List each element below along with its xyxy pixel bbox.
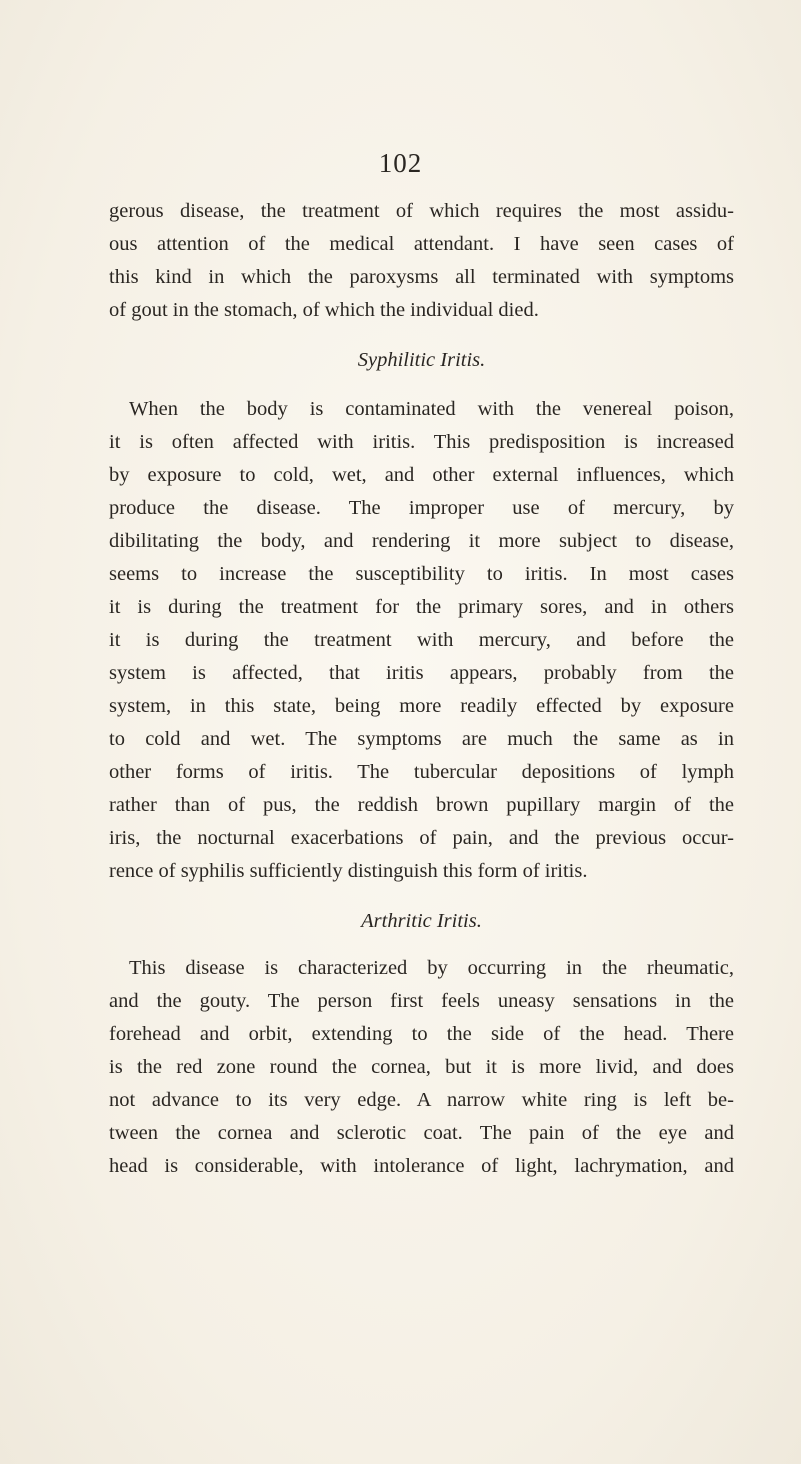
- text-line: is the red zone round the cornea, but it is more livid, and does: [109, 1056, 734, 1078]
- text-line: tween the cornea and sclerotic coat. The pain of the eye and: [109, 1122, 734, 1144]
- text-line: produce the disease. The improper use of mercury, by: [109, 497, 734, 519]
- text-line: dibilitating the body, and rendering it more subject to disease,: [109, 530, 734, 552]
- text-line: This disease is characterized by occurring in the rheumatic,: [129, 957, 734, 979]
- body-text: [109, 195, 734, 1183]
- text-line: this kind in which the paroxysms all terminated with symptoms: [109, 266, 734, 288]
- section-heading-syphilitic-iritis: Syphilitic Iritis.: [357, 349, 486, 371]
- paragraph-opening: [109, 195, 734, 327]
- text-line: other forms of iritis. The tubercular depositions of lymph: [109, 761, 734, 783]
- text-line: ous attention of the medical attendant. I have seen cases of: [109, 233, 734, 255]
- text-line: and the gouty. The person first feels uneasy sensations in the: [109, 990, 734, 1012]
- text-line: rather than of pus, the reddish brown pupillary margin of the: [109, 794, 734, 816]
- text-line: it is often affected with iritis. This predisposition is increased: [109, 431, 734, 453]
- text-line: not advance to its very edge. A narrow white ring is left be-: [109, 1089, 734, 1111]
- text-line: it is during the treatment for the primary sores, and in others: [109, 596, 734, 618]
- text-line: seems to increase the susceptibility to iritis. In most cases: [109, 563, 734, 585]
- text-line: system, in this state, being more readily effected by exposure: [109, 695, 734, 717]
- text-line: by exposure to cold, wet, and other external influences, which: [109, 464, 734, 486]
- paragraph-syphilitic-iritis: [109, 393, 734, 888]
- section-heading-arthritic-iritis: Arthritic Iritis.: [361, 910, 482, 932]
- page-number: 102: [378, 148, 423, 178]
- text-line: it is during the treatment with mercury, and before the: [109, 629, 734, 651]
- paragraph-arthritic-iritis: [109, 952, 734, 1183]
- text-line: of gout in the stomach, of which the individual died.: [109, 299, 539, 321]
- text-line: iris, the nocturnal exacerbations of pain, and the previous occur-: [109, 827, 734, 849]
- text-line: to cold and wet. The symptoms are much the same as in: [109, 728, 734, 750]
- text-line: gerous disease, the treatment of which requires the most assidu-: [109, 200, 734, 222]
- text-line: head is considerable, with intolerance of light, lachrymation, and: [109, 1155, 734, 1177]
- text-line: system is affected, that iritis appears, probably from the: [109, 662, 734, 684]
- text-line: rence of syphilis sufficiently distinguish this form of iritis.: [109, 860, 588, 882]
- text-line: When the body is contaminated with the venereal poison,: [129, 398, 734, 420]
- text-line: forehead and orbit, extending to the side of the head. There: [109, 1023, 734, 1045]
